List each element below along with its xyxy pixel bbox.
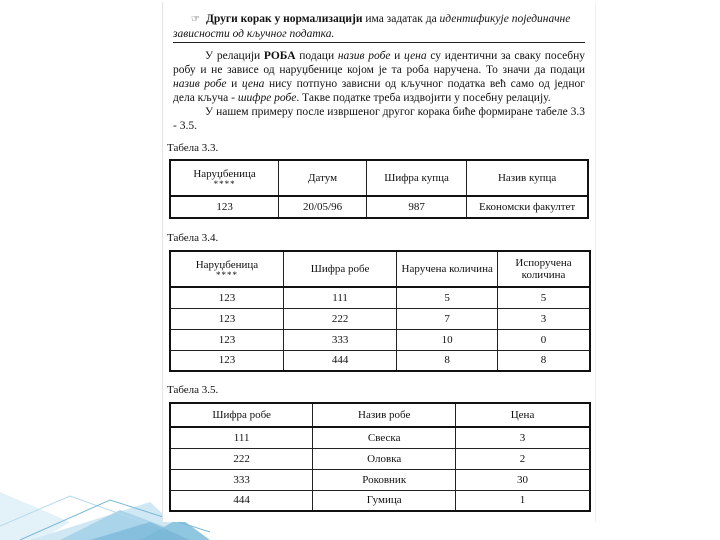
table-row <box>170 308 590 329</box>
table-cell: 30 <box>456 469 590 490</box>
table-cell: 123 <box>170 329 283 350</box>
table-cell: 333 <box>283 329 396 350</box>
table-cell: 3 <box>456 427 590 448</box>
table-3-3-caption: Табела 3.3. <box>167 142 219 154</box>
column-header: Шифра робе <box>283 251 396 287</box>
table-cell: 333 <box>170 469 313 490</box>
key-marker: **** <box>213 178 236 189</box>
column-header: Наручена количина <box>397 251 498 287</box>
table-row <box>170 196 588 218</box>
table-cell: 5 <box>498 287 590 308</box>
table-cell: 111 <box>170 427 313 448</box>
table-cell: 8 <box>397 350 498 371</box>
table-cell: Роковник <box>313 469 456 490</box>
table-row <box>170 490 590 511</box>
table-cell: 111 <box>283 287 396 308</box>
table-3-5-caption: Табела 3.5. <box>167 384 219 396</box>
table-header-row <box>170 403 590 427</box>
column-header: Шифра купца <box>366 160 466 196</box>
table-cell: 123 <box>170 350 283 371</box>
table-3-5 <box>169 402 591 512</box>
table-cell: 0 <box>498 329 590 350</box>
intro-text <box>173 12 585 133</box>
column-header: Цена <box>456 403 590 427</box>
column-header: Испоручена количина <box>498 251 590 287</box>
pointing-hand-icon: ☞ <box>191 14 200 25</box>
table-cell: Оловка <box>313 448 456 469</box>
column-header: Назив робе <box>313 403 456 427</box>
section-heading: ☞ Други корак у нормализацији има задатак да идентификује појединачне зависности од кључног податка. <box>173 12 585 43</box>
column-header: Наруџбеница **** <box>170 160 279 196</box>
table-row <box>170 427 590 448</box>
table-cell: 5 <box>397 287 498 308</box>
table-cell: 2 <box>456 448 590 469</box>
table-row <box>170 329 590 350</box>
table-3-4-caption: Табела 3.4. <box>167 232 219 244</box>
table-header-row <box>170 160 588 196</box>
paragraph-1: У релацији РОБА подаци назив робе и цена су идентични за сваку посебну робу и не зависе од наруџбенице којом је та роба наручена. То значи да подаци назив робе и цена нису потпуно зависни од кључног податка већ само од једног дела кључа - шифре робе. Такве податке треба издвојити у посебну релацију. <box>173 50 586 104</box>
table-cell: 123 <box>170 196 279 218</box>
table-cell: 10 <box>397 329 498 350</box>
table-cell: Економски факултет <box>467 196 588 218</box>
table-cell: 444 <box>170 490 313 511</box>
column-header: Назив купца <box>467 160 588 196</box>
scanned-page <box>162 2 596 522</box>
key-marker: **** <box>215 269 238 280</box>
table-row <box>170 448 590 469</box>
table-header-row <box>170 251 590 287</box>
table-cell: Свеска <box>313 427 456 448</box>
table-cell: 987 <box>366 196 466 218</box>
table-cell: 20/05/96 <box>279 196 367 218</box>
table-cell: 222 <box>170 448 313 469</box>
table-cell: 8 <box>498 350 590 371</box>
table-cell: 3 <box>498 308 590 329</box>
table-3-4 <box>169 250 591 372</box>
table-cell: 1 <box>456 490 590 511</box>
table-3-3 <box>169 159 589 219</box>
column-header: Наруџбеница **** <box>170 251 283 287</box>
table-cell: 444 <box>283 350 396 371</box>
table-cell: 7 <box>397 308 498 329</box>
table-cell: 123 <box>170 308 283 329</box>
table-row <box>170 287 590 308</box>
table-cell: 222 <box>283 308 396 329</box>
column-header: Датум <box>279 160 367 196</box>
table-cell: 123 <box>170 287 283 308</box>
table-row <box>170 350 590 371</box>
table-row <box>170 469 590 490</box>
table-cell: Гумица <box>313 490 456 511</box>
column-header: Шифра робе <box>170 403 313 427</box>
paragraph-2: У нашем примеру после извршеног другог корака биће формиране табеле 3.3 - 3.5. <box>173 106 585 132</box>
